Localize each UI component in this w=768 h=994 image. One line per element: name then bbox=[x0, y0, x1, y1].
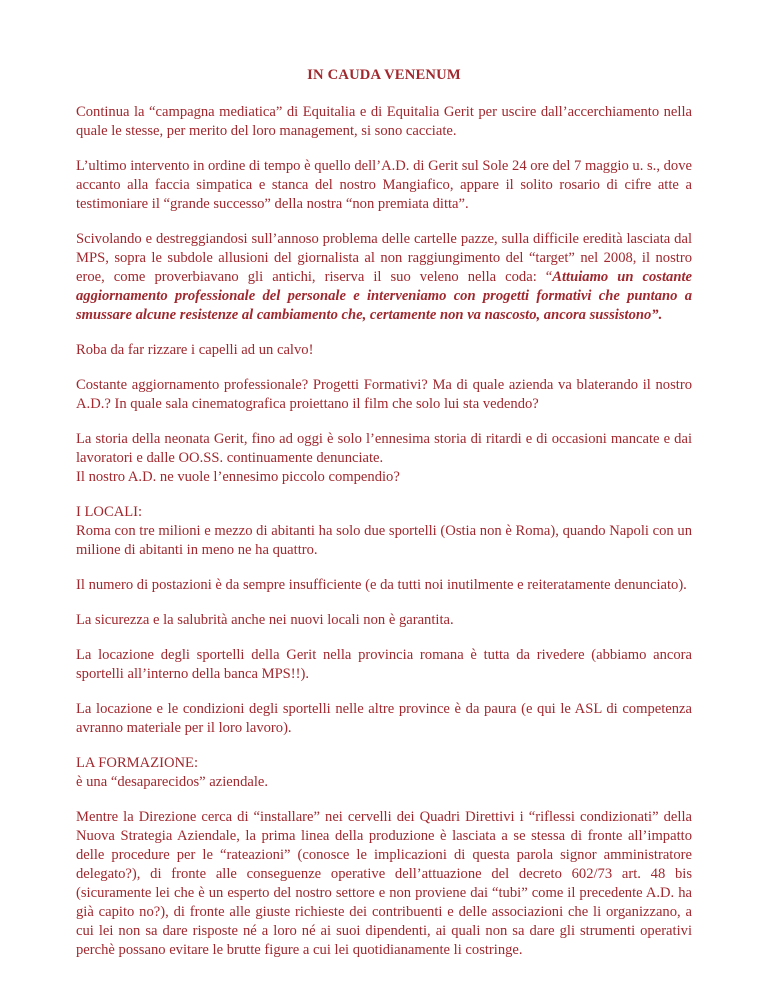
paragraph-workstations: Il numero di postazioni è da sempre insufficiente (e da tutti noi inutilmente e reiteratamente denunciato). bbox=[76, 577, 687, 593]
formazione-text: è una “desaparecidos” aziendale. bbox=[76, 774, 269, 790]
paragraph-latest-intervention: L’ultimo intervento in ordine di tempo è quello dell’A.D. di Gerit sul Sole 24 ore del 7 maggio u. s., dove accanto alla faccia simpatica e stanca del nostro Mangiafico, appare il solito rosario di cifre atte a testimoniare il “grande successo” della nostra “non premiata ditta”. bbox=[76, 158, 692, 212]
paragraph-gerit-history bbox=[76, 430, 692, 487]
section-heading-formazione: LA FORMAZIONE: bbox=[76, 755, 199, 771]
paragraph-safety: La sicurezza e la salubrità anche nei nuovi locali non è garantita. bbox=[76, 612, 454, 628]
locali-rome-text: Roma con tre milioni e mezzo di abitanti ha solo due sportelli (Ostia non è Roma), quando Napoli con un milione di abitanti in meno ne ha quattro. bbox=[76, 523, 692, 558]
paragraph-management: Mentre la Direzione cerca di “installare” nei cervelli dei Quadri Direttivi i “riflessi condizionati” della Nuova Strategia Aziendale, la prima linea della produzione è lasciata a se stessa di fronte all’impatto delle procedure per le “rateazioni” (conosce le implicazioni di questa parola signor amministratore delegato?), di fronte alle conseguenze operative dell’attuazione del decreto 602/73 art. 48 bis (sicuramente lei che è un esperto del nostro settore e non proviene dai “tubi” come il precedente A.D. ha già capito no?), di fronte alle giuste richieste dei contribuenti e delle associazioni che li organizzano, a cui lei non sa dare risposte né a loro né ai suoi dipendenti, ai quali non sa dare gli strumenti operativi perchè possano evitare le brutte figure a cui lei quotidianamente li costringe. bbox=[76, 809, 692, 958]
document-title: IN CAUDA VENENUM bbox=[307, 67, 461, 83]
quote-emphasis-text: Attuiamo un costante aggiornamento professionale del personale e interveniamo con progetti formativi che puntano a smussare alcune resistenze al cambiamento che, certamente non va nascosto, ancora sussistono”. bbox=[76, 269, 692, 323]
paragraph-venom-quote bbox=[76, 230, 692, 325]
gerit-history-text: La storia della neonata Gerit, fino ad oggi è solo l’ennesima storia di ritardi e di occasioni mancate e dai lavoratori e dalle OO.SS. continuamente denunciate. bbox=[76, 431, 692, 466]
section-formazione bbox=[76, 754, 692, 792]
paragraph-campaign: Continua la “campagna mediatica” di Equitalia e di Equitalia Gerit per uscire dall’accerchiamento nella quale le stesse, per merito del loro management, si sono cacciate. bbox=[76, 104, 692, 139]
paragraph-bald-remark: Roba da far rizzare i capelli ad un calvo! bbox=[76, 342, 314, 358]
paragraph-questions: Costante aggiornamento professionale? Progetti Formativi? Ma di quale azienda va blaterando il nostro A.D.? In quale sala cinematografica proiettano il film che solo lui sta vedendo? bbox=[76, 377, 692, 412]
document-page bbox=[76, 50, 692, 976]
compendium-question: Il nostro A.D. ne vuole l’ennesimo piccolo compendio? bbox=[76, 469, 400, 485]
section-locali bbox=[76, 503, 692, 560]
paragraph-other-provinces: La locazione e le condizioni degli sportelli nelle altre province è da paura (e qui le ASL di competenza avranno materiale per il loro lavoro). bbox=[76, 701, 692, 736]
quote-intro-text: Scivolando e destreggiandosi sull’annoso problema delle cartelle pazze, sulla difficile eredità lasciata dal MPS, sopra le subdole allusioni del giornalista al non raggiungimento del “target” nel 2008, il nostro eroe, come proverbiavano gli antichi, riserva il suo veleno nella coda: “ bbox=[76, 231, 692, 285]
section-heading-locali: I LOCALI: bbox=[76, 504, 143, 520]
paragraph-rome-province: La locazione degli sportelli della Gerit nella provincia romana è tutta da rivedere (abbiamo ancora sportelli all’interno della banca MPS!!). bbox=[76, 647, 692, 682]
